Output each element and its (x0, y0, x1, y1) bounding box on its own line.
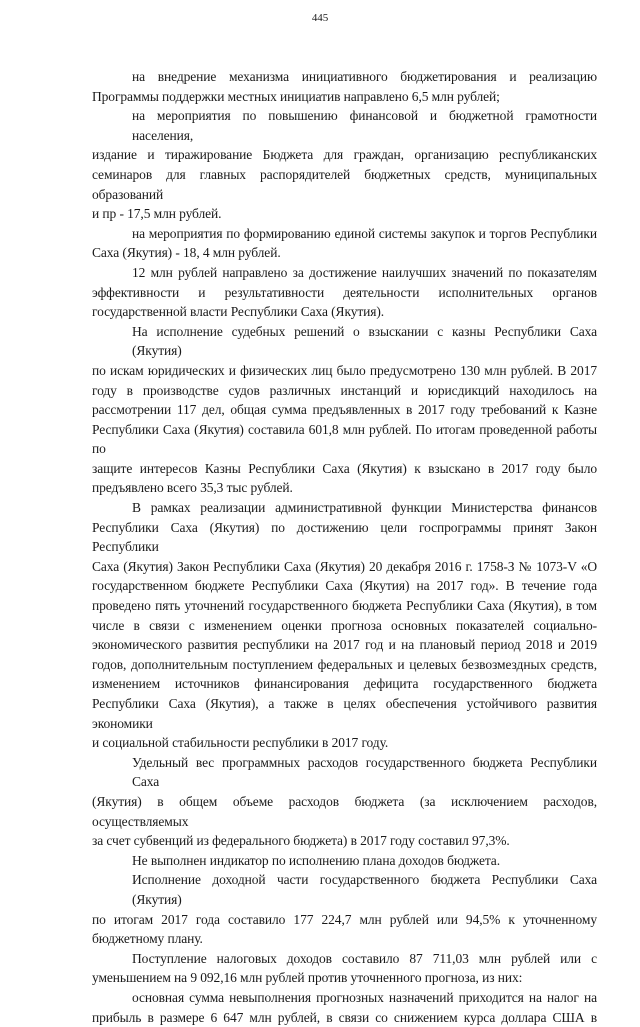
text-line: Республики Саха (Якутия) составила 601,8 млн рублей. По итогам проведенной работы по (92, 420, 597, 459)
text-line: числе в связи с изменением оценки прогноза основных показателей социально- (92, 616, 597, 636)
text-line: на мероприятия по повышению финансовой и бюджетной грамотности населения, (92, 106, 597, 145)
text-line: и социальной стабильности республики в 2017 году. (92, 733, 597, 753)
text-line: Саха (Якутия) Закон Республики Саха (Якутия) 20 декабря 2016 г. 1758-З № 1073-V «О (92, 557, 597, 577)
text-line: уменьшением на 9 092,16 млн рублей против уточненного прогноза, из них: (92, 968, 597, 988)
text-line: основная сумма невыполнения прогнозных назначений приходится на налог на (92, 988, 597, 1008)
text-line: на внедрение механизма инициативного бюджетирования и реализацию (92, 67, 597, 87)
text-line: государственной власти Республики Саха (Якутия). (92, 302, 597, 322)
text-line: году в производстве судов различных инстанций и юрисдикций находилось на (92, 381, 597, 401)
text-line: Программы поддержки местных инициатив направлено 6,5 млн рублей; (92, 87, 597, 107)
text-line: издание и тиражирование Бюджета для граждан, организацию республиканских (92, 145, 597, 165)
text-line: изменением источников финансирования дефицита государственного бюджета (92, 674, 597, 694)
text-line: годов, дополнительным поступлением федеральных и целевых безвозмездных средств, (92, 655, 597, 675)
text-line: Удельный вес программных расходов государственного бюджета Республики Саха (92, 753, 597, 792)
text-line: прибыль в размере 6 647 млн рублей, в связи со снижением курса доллара США в (92, 1008, 597, 1027)
text-line: проведено пять уточнений государственного бюджета Республики Саха (Якутия), в том (92, 596, 597, 616)
text-line: (Якутия) в общем объеме расходов бюджета (за исключением расходов, осуществляемых (92, 792, 597, 831)
text-line: Республики Саха (Якутия), а также в целях обеспечения устойчивого развития экономики (92, 694, 597, 733)
text-line: На исполнение судебных решений о взыскании с казны Республики Саха (Якутия) (92, 322, 597, 361)
text-line: бюджетному плану. (92, 929, 597, 949)
text-line: и пр - 17,5 млн рублей. (92, 204, 597, 224)
text-line: Поступление налоговых доходов составило 87 711,03 млн рублей или с (92, 949, 597, 969)
text-line: Саха (Якутия) - 18, 4 млн рублей. (92, 243, 597, 263)
text-line: государственном бюджете Республики Саха (Якутия) на 2017 год». В течение года (92, 576, 597, 596)
text-line: на мероприятия по формированию единой системы закупок и торгов Республики (92, 224, 597, 244)
text-line: экономического развития республики на 2017 год и на плановый период 2018 и 2019 (92, 635, 597, 655)
text-line: В рамках реализации административной функции Министерства финансов (92, 498, 597, 518)
text-line: семинаров для главных распорядителей бюджетных средств, муниципальных образований (92, 165, 597, 204)
document-body (92, 67, 597, 1027)
text-line: по искам юридических и физических лиц было предусмотрено 130 млн рублей. В 2017 (92, 361, 597, 381)
text-line: 12 млн рублей направлено за достижение наилучших значений по показателям (92, 263, 597, 283)
text-line: защите интересов Казны Республики Саха (Якутия) к взыскано в 2017 году было (92, 459, 597, 479)
text-line: предъявлено всего 35,3 тыс рублей. (92, 478, 597, 498)
text-line: рассмотрении 117 дел, общая сумма предъявленных в 2017 году требований к Казне (92, 400, 597, 420)
text-line: Исполнение доходной части государственного бюджета Республики Саха (Якутия) (92, 870, 597, 909)
text-line: Не выполнен индикатор по исполнению плана доходов бюджета. (92, 851, 597, 871)
text-line: эффективности и результативности деятельности исполнительных органов (92, 283, 597, 303)
text-line: Республики Саха (Якутия) по достижению цели госпрограммы принят Закон Республики (92, 518, 597, 557)
text-line: за счет субвенций из федерального бюджета) в 2017 году составил 97,3%. (92, 831, 597, 851)
text-line: по итогам 2017 года составило 177 224,7 млн рублей или 94,5% к уточненному (92, 910, 597, 930)
page-number: 445 (0, 12, 640, 24)
